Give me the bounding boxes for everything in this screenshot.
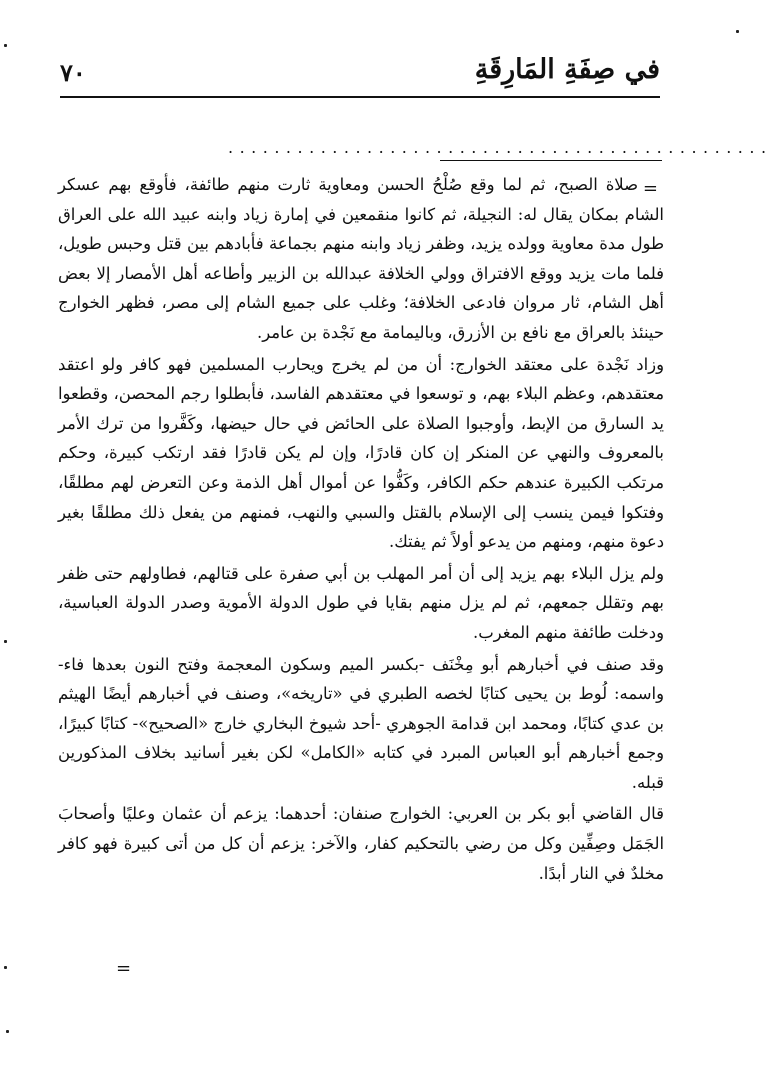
paragraph: وقد صنف في أخبارهم أبو مِخْنَف -بكسر الميم وسكون المعجمة وفتح النون بعدها فاء- واسمه: لُوط بن يحيى كتابًا لخصه الطبري في «تاريخه»، وصنف في أخبارهم أيضًا الهيثم بن عدي كتابًا، ومحمد ابن قدامة الجوهري -أحد شيوخ البخاري خارج «الصحيح»- كتابًا كبيرًا، وجمع أخبارهم أبو العباس المبرد في كتابه «الكامل» لكن بغير أسانيد بخلاف المذكورين قبله. xyxy=(58,654,664,792)
scan-speck xyxy=(4,640,7,643)
end-continuation-mark: = xyxy=(116,958,132,979)
page-number: ٧٠ xyxy=(60,58,86,87)
scan-speck xyxy=(4,44,7,47)
paragraph: صلاة الصبح، ثم لما وقع صُلْحُ الحسن ومعاوية ثارت منهم طائفة، فأوقع بهم عسكر الشام بمكان يقال له: النجيلة، ثم كانوا منقمعين في إمارة زياد وابنه عبيد الله على العراق طول مدة معاوية وولده يزيد، وظفر زياد وابنه منهم بجماعة فأبادهم بين قتل وحبس طويل، فلما مات يزيد ووقع الافتراق وولي الخلافة عبدالله بن الزبير وأطاعه أهل الأمصار إلا بعض أهل الشام، ثار مروان فادعى الخلافة؛ وغلب على جميع الشام إلى مصر، فظهر الخوارج حينئذ بالعراق مع نافع بن الأزرق، وباليمامة مع نَجْدة بن عامر. xyxy=(58,175,664,342)
paragraph: وزاد نَجْدة على معتقد الخوارج: أن من لم يخرج ويحارب المسلمين فهو كافر ولو اعتقد معتقدهم، وعظم البلاء بهم، و توسعوا في معتقدهم الفاسد، فأبطلوا رجم المحصن، وقطعوا يد السارق من الإبط، وأوجبوا الصلاة على الحائض في حال حيضها، وكَفَّروا من ترك الأمر بالمعروف والنهي عن المنكر إن كان قادرًا، وإن لم يكن قادرًا فقد ارتكب كبيرة، وحكم مرتكب الكبيرة عندهم حكم الكافر، وكَفُّوا عن أموال أهل الذمة وعن التعرض لهم مطلقًا، وفتكوا فيمن ينسب إلى الإسلام بالقتل والسبي والنهب، فمنهم من يفعل ذلك مطلقًا بغير دعوة منهم، ومنهم من يدعو أولاً ثم يفتك. xyxy=(58,354,664,552)
header-rule xyxy=(60,96,660,98)
footnote-rule xyxy=(440,160,662,161)
continuation-mark: = xyxy=(642,178,658,199)
body-text xyxy=(58,170,664,890)
scan-speck xyxy=(736,30,739,33)
paragraph: قال القاضي أبو بكر بن العربي: الخوارج صنفان: أحدهما: يزعم أن عثمان وعليًا وأصحابَ الجَمَل وصِفِّين وكل من رضي بالتحكيم كفار، والآخر: يزعم أن كل من أتى كبيرة فهو كافر مخلدٌ في النار أبدًا. xyxy=(58,804,664,883)
paragraph: ولم يزل البلاء بهم يزيد إلى أن أمر المهلب بن أبي صفرة على قتالهم، فطاولهم حتى ظفر بهم وتقلل جمعهم، ثم لم يزل منهم بقايا في طول الدولة الأموية وصدر الدولة العباسية، ودخلت طائفة منهم المغرب. xyxy=(58,563,664,642)
scan-speck xyxy=(4,966,7,969)
separator-dots: ............................................... xyxy=(228,138,773,157)
page-header xyxy=(60,52,660,96)
running-title: في صِفَةِ المَارِقَةِ xyxy=(474,54,660,85)
scan-speck xyxy=(6,1030,9,1033)
